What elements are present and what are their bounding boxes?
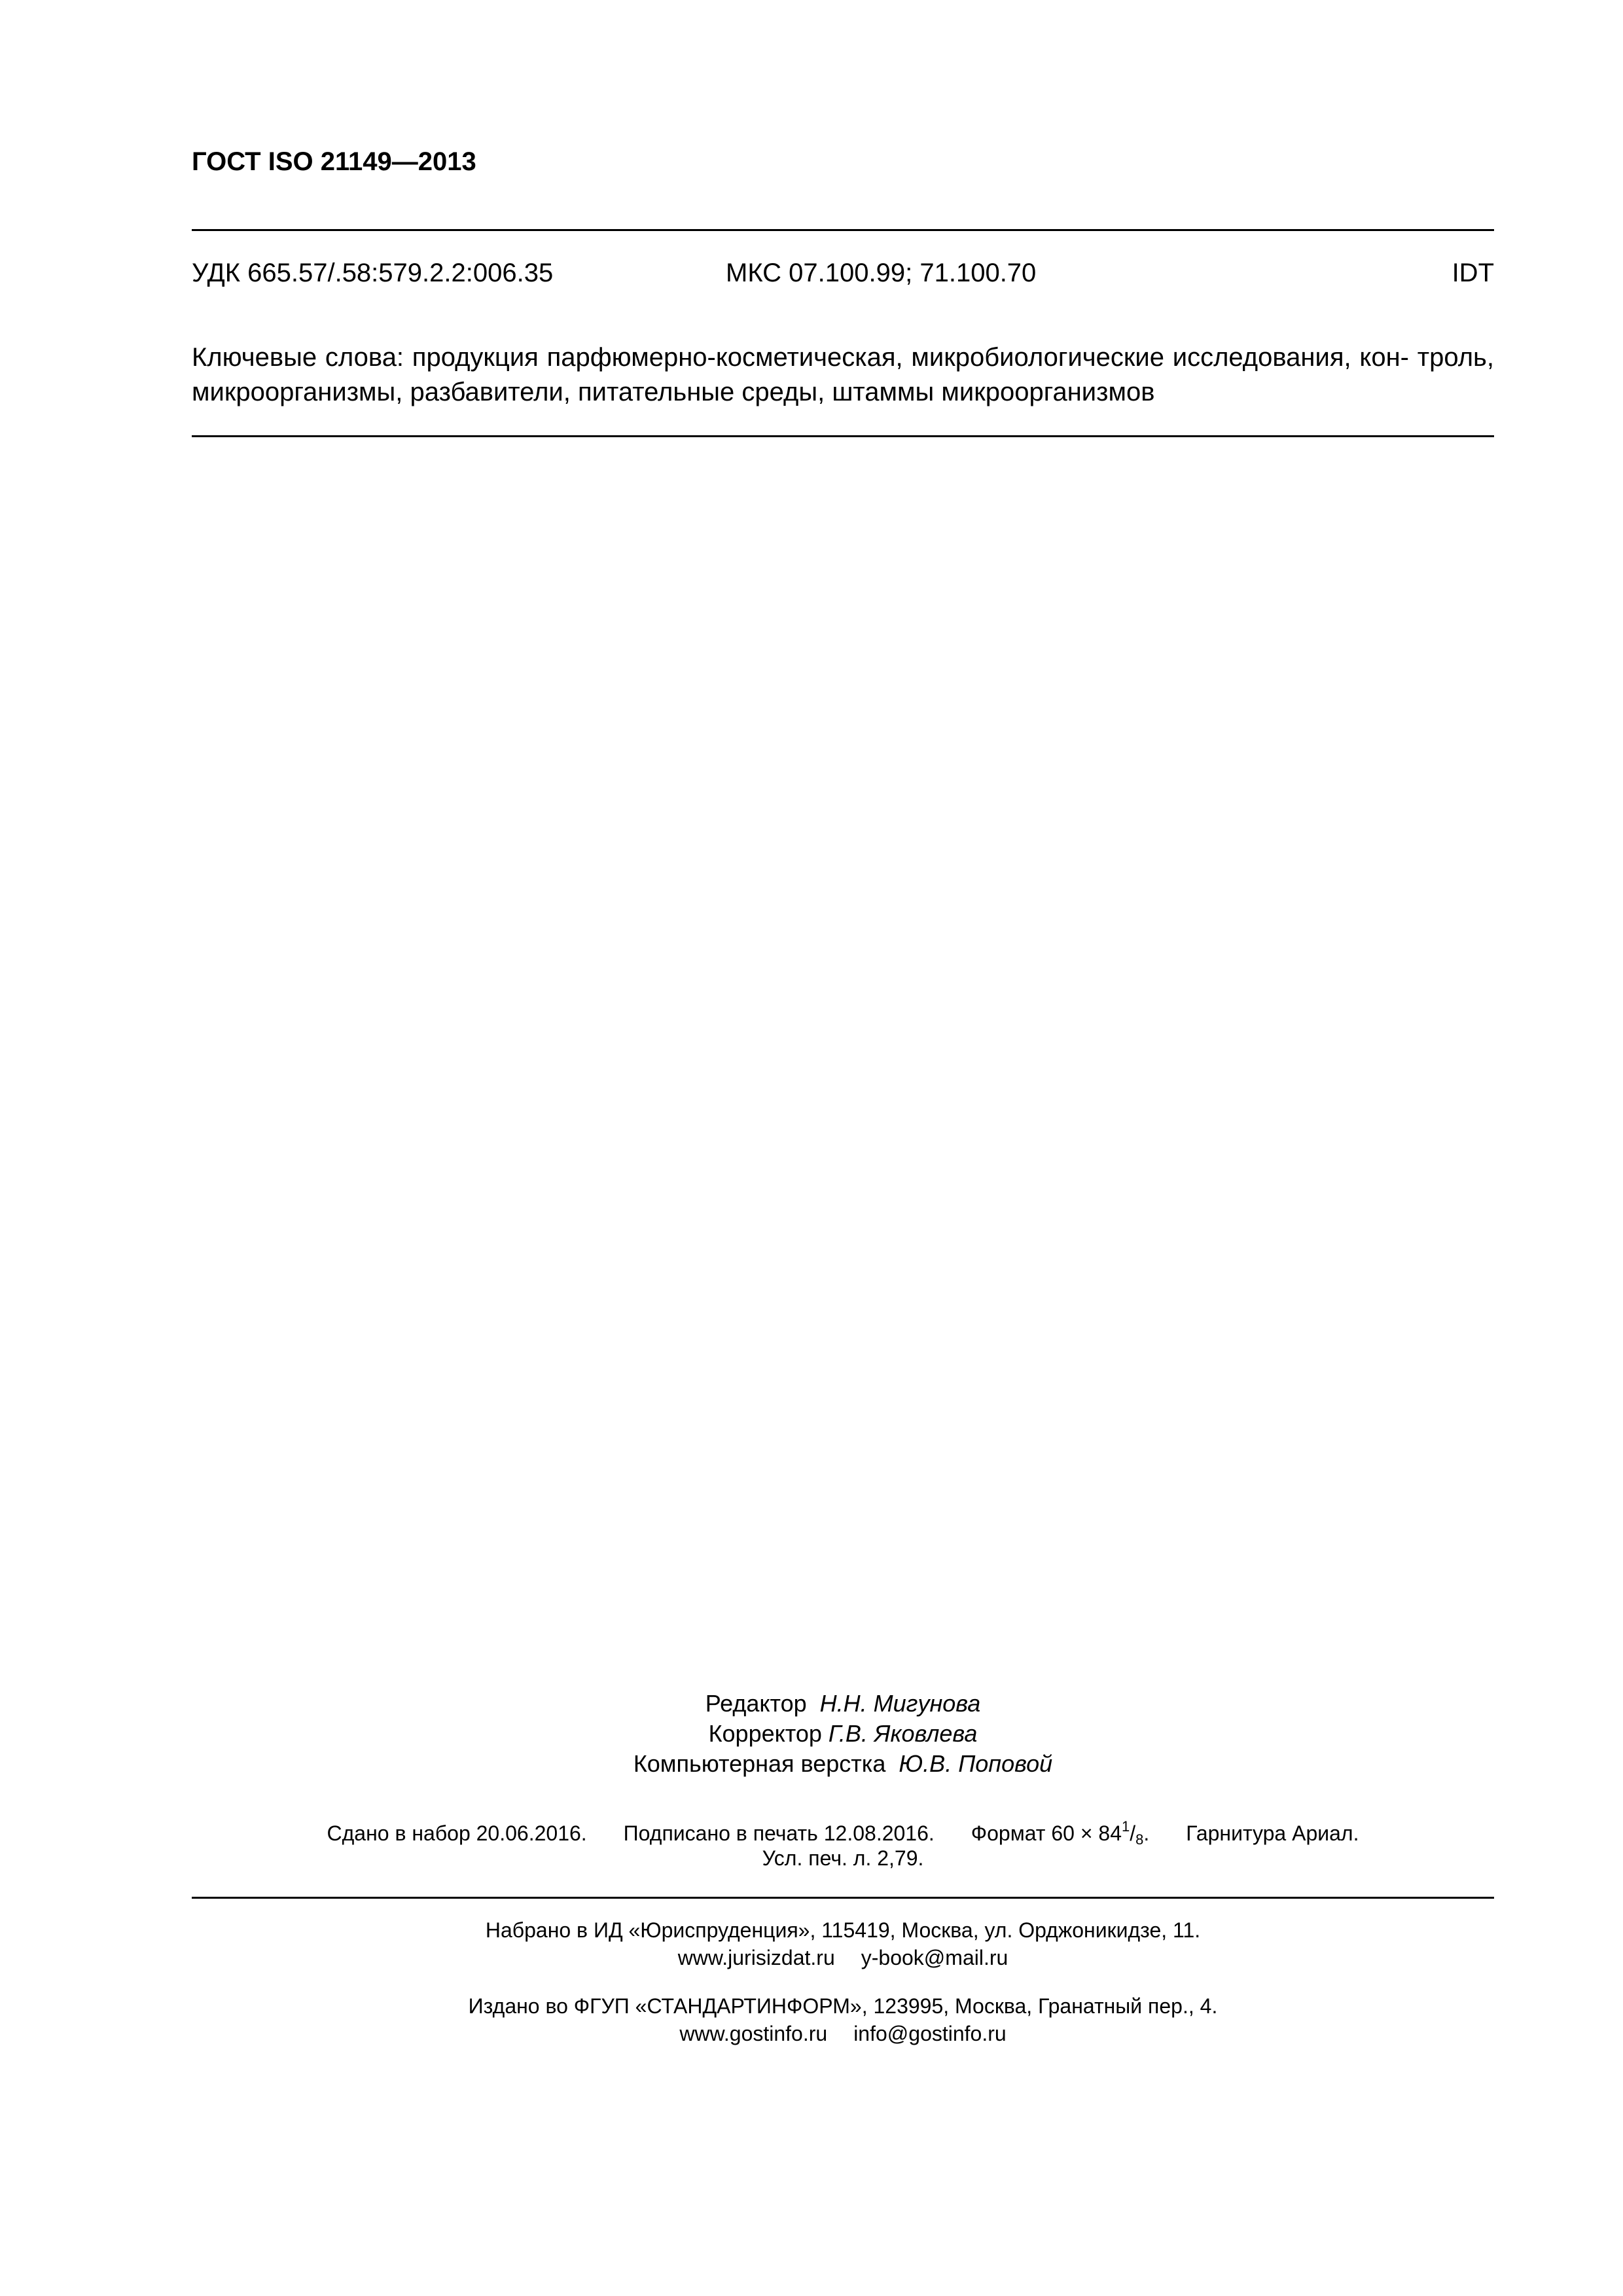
editor-name: Н.Н. Мигунова [819,1690,981,1717]
typeset-email-link[interactable]: y-book@mail.ru [861,1946,1008,1969]
idt-mark: IDT [1452,259,1494,287]
publisher-block [192,1992,1494,2047]
editor-line [192,1689,1494,1719]
imprint-divider [192,1897,1494,1899]
corrector-label: Корректор [708,1720,822,1747]
paper-format: Формат $60 \times 84^1/_8$. [971,1818,1150,1848]
classification-row [192,259,1494,295]
document-code: ГОСТ ISO 21149—2013 [192,147,476,176]
corrector-line [192,1719,1494,1749]
udk-code: УДК 665.57/.58:579.2.2:006.35 [192,259,554,287]
editor-label: Редактор [705,1690,807,1717]
publisher-address: Издано во ФГУП «СТАНДАРТИНФОРМ», 123995, Москва, Гранатный пер., 4. [468,1994,1218,2018]
publisher-website-link[interactable]: www.gostinfo.ru [679,2022,828,2045]
mks-code: МКС 07.100.99; 71.100.70 [726,259,1037,287]
printed-sheets: Усл. печ. л. 2,79. [762,1846,924,1870]
keywords-paragraph: Ключевые слова: продукция парфюмерно-косметическая, микробиологические исследования, кон- троль, микроорганизмы, разбавители, питательные среды, штаммы микроорганизмов [192,343,1494,406]
publisher-email-link[interactable]: info@gostinfo.ru [853,2022,1007,2045]
typeset-contacts [192,1944,1494,1971]
typeset-block [192,1916,1494,1971]
layout-name: Ю.В. Поповой [899,1750,1053,1777]
typeset-website-link[interactable]: www.jurisizdat.ru [677,1946,835,1969]
layout-line [192,1749,1494,1779]
keywords-divider [192,435,1494,437]
signed-date: Подписано в печать 12.08.2016. [623,1821,935,1845]
corrector-name: Г.В. Яковлева [828,1720,978,1747]
layout-label: Компьютерная верстка [633,1750,886,1777]
top-divider [192,229,1494,231]
print-info [192,1818,1494,1871]
typeface: Гарнитура Ариал. [1186,1821,1359,1845]
typeset-address: Набрано в ИД «Юриспруденция», 115419, Москва, ул. Орджоникидзе, 11. [485,1918,1201,1942]
print-info-line [192,1818,1494,1848]
publisher-contacts [192,2020,1494,2047]
staff-credits [192,1689,1494,1779]
submitted-date: Сдано в набор 20.06.2016. [327,1821,587,1845]
